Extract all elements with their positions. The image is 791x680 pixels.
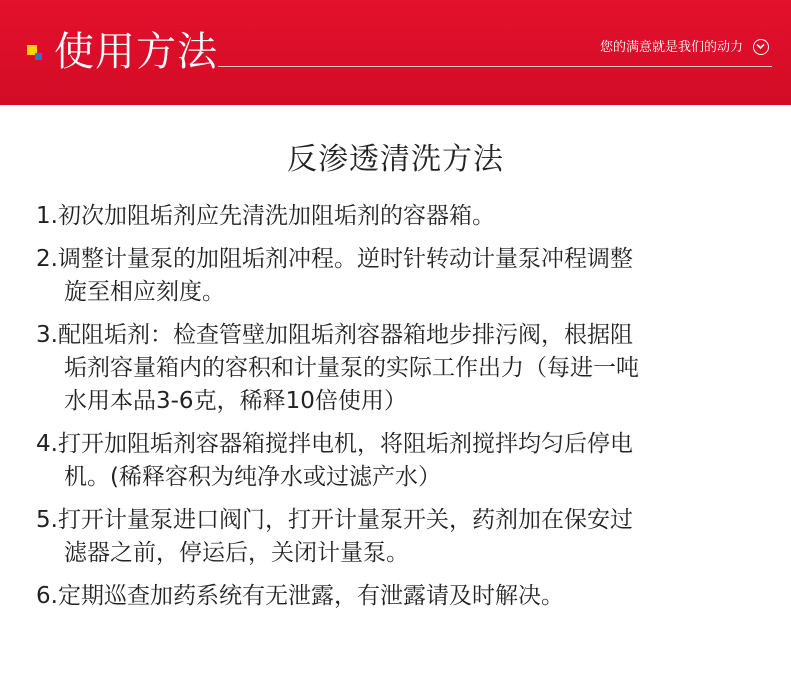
step-line: 水用本品3-6克，稀释10倍使用） bbox=[64, 388, 407, 414]
step-item-3 bbox=[36, 319, 766, 418]
step-line: 滤器之前，停运后，关闭计量泵。 bbox=[64, 540, 409, 566]
step-item-2 bbox=[36, 243, 766, 309]
step-item-6 bbox=[36, 580, 766, 613]
header-divider bbox=[218, 66, 772, 67]
step-line: 6.定期巡查加药系统有无泄露，有泄露请及时解决。 bbox=[36, 583, 564, 609]
step-line: 1.初次加阻垢剂应先清洗加阻垢剂的容器箱。 bbox=[36, 203, 495, 229]
step-line: 旋至相应刻度。 bbox=[64, 279, 225, 305]
step-line: 4.打开加阻垢剂容器箱搅拌电机，将阻垢剂搅拌均匀后停电 bbox=[36, 431, 633, 457]
header-slogan: 您的满意就是我们的动力 bbox=[599, 40, 743, 55]
step-line: 5.打开计量泵进口阀门，打开计量泵开关，药剂加在保安过 bbox=[36, 507, 633, 533]
step-line: 垢剂容量箱内的容积和计量泵的实际工作出力（每进一吨 bbox=[64, 355, 639, 381]
square-icon-blue bbox=[35, 53, 42, 60]
steps-list bbox=[36, 200, 766, 623]
step-item-1 bbox=[36, 200, 766, 233]
section-title: 反渗透清洗方法 bbox=[287, 142, 504, 177]
page-title: 使用方法 bbox=[54, 29, 218, 75]
step-item-4 bbox=[36, 428, 766, 494]
step-item-5 bbox=[36, 504, 766, 570]
step-line: 3.配阻垢剂：检查管壁加阻垢剂容器箱地步排污阀，根据阻 bbox=[36, 322, 633, 348]
header-banner bbox=[0, 0, 791, 105]
step-line: 2.调整计量泵的加阻垢剂冲程。逆时针转动计量泵冲程调整 bbox=[36, 246, 633, 272]
step-line: 机。(稀释容积为纯净水或过滤产水） bbox=[64, 464, 441, 490]
chevron-down-icon[interactable] bbox=[753, 39, 769, 55]
